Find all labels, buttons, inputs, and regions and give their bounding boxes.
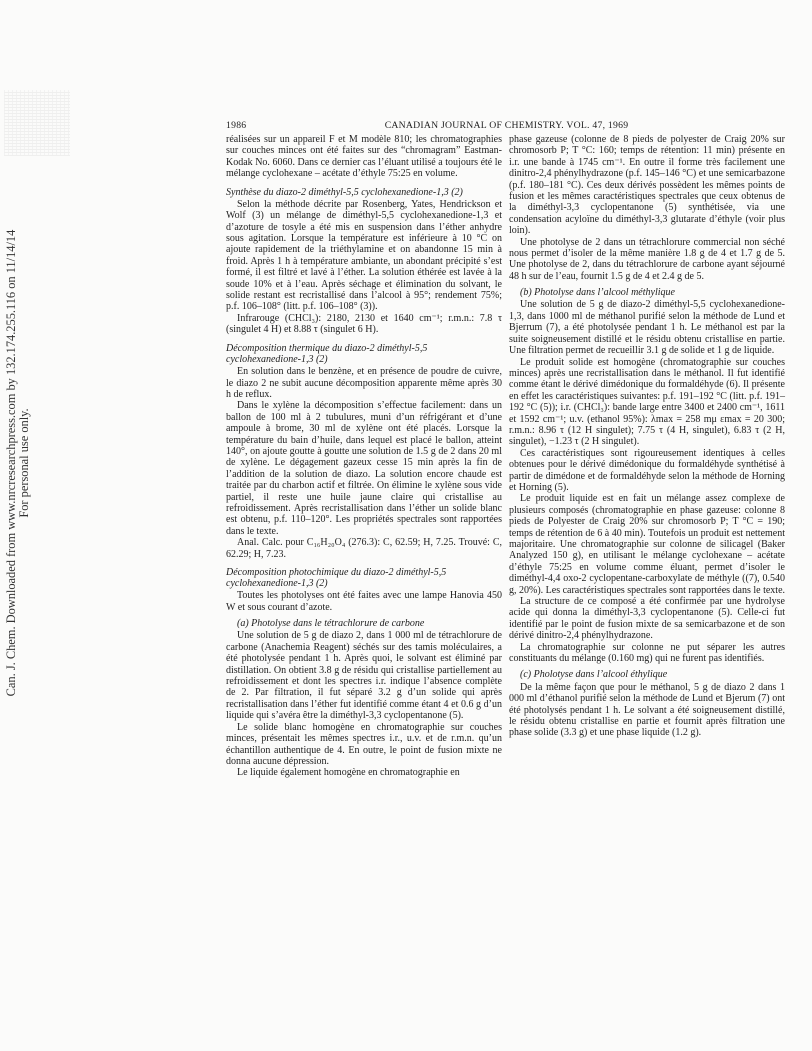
paragraph: Le liquide également homogène en chromatographie en: [237, 767, 460, 779]
paragraph: phase gazeuse (colonne de 8 pieds de polyester de Craig 20% sur chromosorb P; T °C: 160; temps de rétention: 11 min) présente en i.r. une bande à 1745 cm⁻¹. En outre il forme très facilement une dinitro-2,4 phénylhydrazone (p.f. 145–146 °C) et une semicarbazone (p.f. 180–181 °C). Ces deux dérivés possèdent les mêmes points de fusion et les mêmes caractéristiques spectrales que ceux obtenus de la diméthyl-3,3 cyclopentanone (5) synthétisée, via une condensation acyloïne du diméthyl-3,3 glutarate d’éthyle (voir plus loin).: [509, 134, 785, 237]
paragraph: La structure de ce composé a été confirmée par une hydrolyse acide qui donna la diméthyl-3,3 cyclopentanone (5). Celle-ci fut identifié par le point de fusion mixte de sa semicarbazone et de son dérivé dinitro-2,4 phénylhydrazone.: [509, 596, 785, 642]
left-column: [226, 134, 502, 779]
subsection-heading: (a) Photolyse dans le tétrachlorure de carbone: [237, 618, 425, 630]
watermark-line-2: For personal use only.: [17, 408, 31, 518]
paragraph: Infrarouge (CHCl₃): 2180, 2130 et 1640 cm⁻¹; r.m.n.: 7.8 τ (singulet 4 H) et 8.88 τ (singulet 6 H).: [226, 312, 502, 336]
section-heading: Décomposition photochimique du diazo-2 diméthyl-5,5 cyclohexanedione-1,3 (2): [226, 567, 447, 590]
paragraph: Une solution de 5 g de diazo 2, dans 1 000 ml de tétrachlorure de carbone (Anachemia Reagent) séchés sur des tamis moléculaires, a été photolysée pendant 1 h. Après quoi, le solvant est éliminé par distillation. On obtient 3.8 g de résidu qui cristallise partiellement au refroidissement et dont les spectres i.r. indique l’absence complète de 2. Par filtration, il fut séparé 3.2 g d’un solide qui après recristallisation dans l’éther fut identifié comme étant 4 et 0.6 g d’un liquide qui s’avéra être la diméthyl-3,3 cyclopentanone (5).: [226, 630, 502, 722]
paragraph: De la même façon que pour le méthanol, 5 g de diazo 2 dans 1 000 ml d’éthanol purifié selon la méthode de Lund et Bjerum (7) ont été photolysés pendant 1 h. Le solvant a été soigneusement distillé, le résidu obtenu cristallise en partie et fournit après filtration une phase solide (3.3 g) et une phase liquide (1.2 g).: [509, 681, 785, 739]
subsection-heading: (c) Pholotyse dans l’alcool éthylique: [520, 669, 668, 681]
paragraph: En solution dans le benzène, et en présence de poudre de cuivre, le diazo 2 ne subit aucune décomposition apparente même après 30 h de reflux.: [226, 366, 502, 400]
paragraph: Toutes les photolyses ont été faites avec une lampe Hanovia 450 W et sous courant d’azote.: [226, 590, 502, 613]
page-number: 1986: [226, 120, 247, 131]
paragraph: Ces caractéristiques sont rigoureusement identiques à celles obtenues pour le dérivé dimédonique du formaldéhyde synthétisé à partir de dimédone et de formaldéhyde selon la méthode de Horning et Horning (5).: [509, 447, 785, 493]
paragraph: Le solide blanc homogène en chromatographie sur couches minces, présentait les mêmes spectres i.r., u.v. et de r.m.n. qu’un échantillon authentique de 4. En outre, le point de fusion mixte ne donna aucune dépression.: [226, 721, 502, 767]
scan-artifact: [4, 90, 70, 156]
paragraph: Une photolyse de 2 dans un tétrachlorure commercial non séché nous permet d’isoler de la même manière 1.8 g de 4 et 1.7 g de 5. Une photolyse de 2, dans du tétrachlorure de carbone ayant séjourné 48 h sur de l’eau, fournit 1.5 g de 4 et 2.4 g de 5.: [509, 236, 785, 282]
paragraph: Le produit liquide est en fait un mélange assez complexe de plusieurs composés (chromatographie en phase gazeuse: colonne 8 pieds de Polyester de Craig 20% sur chromosorb P; T °C = 190; temps de rétention de 6 à 40 min). Toutefois un produit est nettement majoritaire. Une chromatographie sur colonne de silicagel (Baker Analyzed 150 g), en utilisant le mélange cyclohexane – acétate d’éthyle 75:25 en volume comme éluant, permet d’isoler le diméthyl-4,4 oxo-2 cyclopentane-carboxylate de méthyle ((7), 0.540 g, 20%). Les caractéristiques spectrales sont rapportées dans le texte.: [509, 493, 786, 596]
paragraph: La chromatographie sur colonne ne put séparer les autres constituants du mélange (0.160 mg) qui ne furent pas identifiés.: [509, 641, 785, 665]
subsection-heading: (b) Photolyse dans l’alcool méthylique: [520, 287, 675, 299]
paragraph: Selon la méthode décrite par Rosenberg, Yates, Hendrickson et Wolf (3) un mélange de diméthyl-5,5 cyclohexanedione-1,3 et d’azoture de tosyle a été mis en suspension dans l’éther anhydre sous agitation. Lorsque la température est inférieure à 10 °C on ajoute rapidement de la triéthylamine et on abandonne 15 min à froid. Après 1 h à température ambiante, un abondant précipité s’est formé, il est filtré et lavé à l’éther. La solution éthérée est lavée à la soude 10% et à l’eau. Après séchage et élimination du solvant, le solide restant est recristallisé dans l’alcool à 95°; rendement 75%; p.f. 106–108° (litt. p.f. 106–108° (3)).: [226, 198, 502, 313]
paragraph: Le produit solide est homogène (chromatographie sur couches minces) après une recristallisation dans le méthanol. Il fut identifié comme étant le dérivé dimédonique du formaldéhyde (6). Il présente en effet les caractéristiques suivantes: p.f. 191–192 °C (litt. p.f. 191–192 °C (5)); i.r. (CHCl₃): bande large entre 3400 et 2400 cm⁻¹, 1611 et 1592 cm⁻¹; u.v. (ethanol 95%): λmax = 258 mμ εmax = 20 300; r.m.n.: 8.96 τ (12 H singulet); 7.75 τ (4 H, singulet), 6.83 τ (2 H, singulet), −1.23 τ (2 H singulet).: [509, 356, 785, 448]
right-column: [509, 134, 785, 739]
section-heading: Décomposition thermique du diazo-2 diméthyl-5,5 cyclohexanedione-1,3 (2): [226, 342, 428, 365]
paragraph: Dans le xylène la décomposition s’effectue facilement: dans un ballon de 100 ml à 2 tubulures, muni d’un réfrigérant et d’une ampoule à brome, 30 ml de xylène ont été placés. Lorsque la température du bain d’huile, dans lequel est placé le ballon, atteint 140°, on ajoute goutte à goutte une solution de 1.5 g de 2 dans 20 ml de xylène. Le dégagement gazeux cesse 15 min après la fin de l’addition de la solution de diazo. La solution encore chaude est traitée par du charbon actif et filtrée. On élimine le xylène sous vide partiel, il reste une huile jaune claire qui cristallise au refroidissement. Après recristallisation dans l’éther un solide blanc est obtenu, p.f. 110–120°. Les propriétés spectrales sont rapportées dans le texte.: [226, 400, 502, 537]
paragraph: réalisées sur un appareil F et M modèle 810; les chromatographies sur couches minces ont été faites sur des “chromagram” Eastman-Kodak No. 6060. Dans ce dernier cas l’éluant utilisé a toujours été le mélange cyclohexane – acétate d’éthyle 75:25 en volume.: [226, 134, 502, 180]
journal-title: CANADIAN JOURNAL OF CHEMISTRY. VOL. 47, 1969: [384, 120, 629, 131]
download-watermark: [5, 223, 31, 703]
section-heading: Synthèse du diazo-2 diméthyl-5,5 cyclohexanedione-1,3 (2): [226, 186, 463, 198]
watermark-line-1: Can. J. Chem. Downloaded from www.nrcresearchpress.com by 132.174.255.116 on 11/14/14: [4, 229, 18, 697]
paragraph: Anal. Calc. pour C₁₆H₂₀O₄ (276.3): C, 62.59; H, 7.25. Trouvé: C, 62.29; H, 7.23.: [226, 537, 502, 560]
paragraph: Une solution de 5 g de diazo-2 diméthyl-5,5 cyclohexanedione-1,3, dans 1000 ml de méthanol purifié selon la méthode de Lund et Bjerrum (7), a été photolysée pendant 1 h. Le méthanol est par la suite soigneusement distillé et le résidu obtenu cristallise en partie. Une filtration permet de recueillir 3.1 g de solide et 1 g de liquide.: [509, 299, 785, 357]
